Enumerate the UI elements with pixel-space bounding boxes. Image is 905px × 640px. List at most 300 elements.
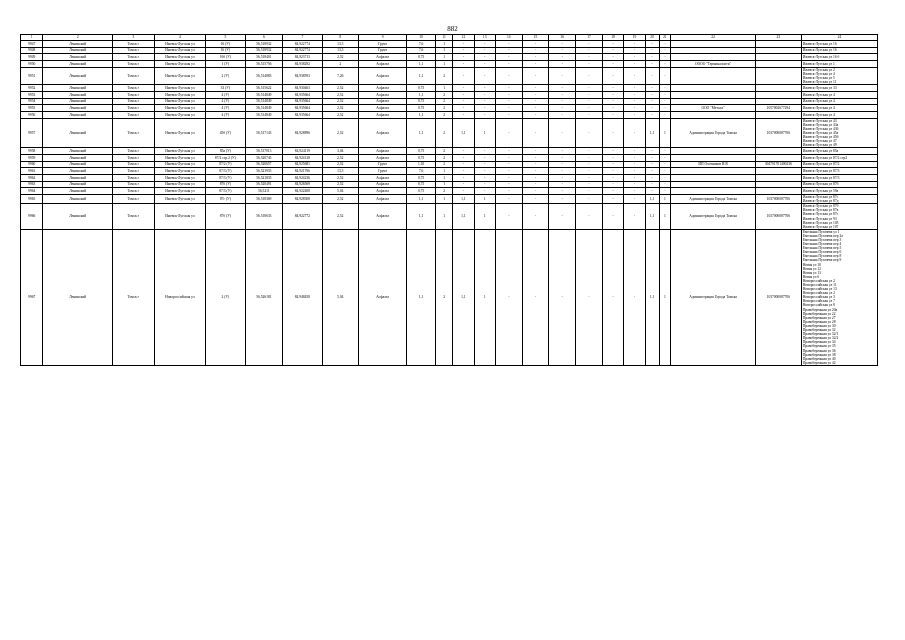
table-cell: 1037000087706 — [755, 229, 801, 365]
table-cell — [755, 67, 801, 84]
address-cell — [801, 61, 877, 68]
table-cell — [755, 61, 801, 68]
table-cell: Ижевск-Лугская ул — [154, 188, 205, 195]
column-header: 14 — [495, 35, 522, 41]
table-cell: Ленинский — [43, 204, 113, 230]
table-cell: - — [659, 47, 671, 54]
table-cell: - — [645, 161, 659, 168]
table-cell: 84,938292 — [283, 61, 323, 68]
address-line: Емельяна Пугачева пер 6 — [802, 250, 842, 255]
table-cell: 0,75 — [407, 98, 436, 105]
table-cell: 1 — [436, 174, 453, 181]
address-line: Правобережная ул 20а — [802, 307, 838, 312]
table-cell: 56,517143 — [245, 118, 282, 148]
table-cell — [755, 111, 801, 118]
column-header: 10 — [407, 35, 436, 41]
address-line: Правобережная ул 35 — [802, 344, 836, 349]
table-cell: - — [522, 229, 549, 365]
table-cell: Асфальт — [359, 154, 407, 161]
table-cell: 87б (У) — [206, 181, 246, 188]
table-cell: - — [549, 67, 576, 84]
table-cell: - — [474, 85, 495, 92]
table-cell: - — [549, 161, 576, 168]
table-cell: 1 — [474, 204, 495, 230]
table-cell: 1,1 — [407, 229, 436, 365]
column-header: 9 — [359, 35, 407, 41]
table-cell: - — [495, 168, 522, 175]
table-cell: - — [645, 174, 659, 181]
table-cell: 56,521935 — [245, 168, 282, 175]
table-cell: 9967 — [21, 229, 43, 365]
table-cell — [671, 154, 756, 161]
table-cell: 4 (У) — [206, 111, 246, 118]
table-cell: Ижевск-Лугская ул — [154, 98, 205, 105]
table-cell: - — [549, 204, 576, 230]
table-cell: - — [549, 148, 576, 155]
table-row — [21, 54, 878, 61]
table-cell: Томск г — [112, 148, 154, 155]
table-row — [21, 67, 878, 84]
table-cell: 56,514849 — [245, 105, 282, 112]
address-line: Ижевск-Лугская ул 16 — [802, 48, 837, 53]
address-line: Ижевск-Лугская ул 93 — [802, 216, 837, 221]
table-cell: - — [453, 105, 474, 112]
table-cell: - — [602, 188, 623, 195]
address-line: Ижевск-Лугская ул 4 — [802, 99, 835, 104]
table-cell: 84,948458 — [283, 229, 323, 365]
table-cell: Асфальт — [359, 174, 407, 181]
table-cell: Администрация Города Томска — [671, 229, 756, 365]
table-cell: - — [474, 168, 495, 175]
table-cell: - — [549, 41, 576, 48]
table-cell: - — [659, 188, 671, 195]
table-cell: - — [495, 85, 522, 92]
table-cell: - — [549, 188, 576, 195]
address-line: Правобережная ул 22 — [802, 311, 836, 316]
table-cell: - — [602, 181, 623, 188]
table-cell: - — [602, 204, 623, 230]
table-cell: - — [602, 61, 623, 68]
table-cell: - — [549, 98, 576, 105]
table-cell: - — [474, 148, 495, 155]
table-cell: - — [576, 47, 603, 54]
table-cell: - — [645, 67, 659, 84]
address-line: Ижевск-Лугская ул 87д — [802, 199, 839, 204]
address-line: Ижевск-Лугская ул 16 б — [802, 55, 840, 60]
column-header: 22 — [671, 35, 756, 41]
table-cell: 87г (У) — [206, 195, 246, 204]
address-cell — [801, 67, 877, 84]
table-cell: 84,921766 — [283, 168, 323, 175]
table-cell: 1 — [474, 195, 495, 204]
table-cell: 1 — [436, 195, 453, 204]
table-cell: 56,515756 — [245, 61, 282, 68]
table-cell: - — [549, 85, 576, 92]
address-line: Ижевск-Лугская ул 87г — [802, 212, 839, 217]
table-cell: - — [453, 85, 474, 92]
table-cell: - — [576, 174, 603, 181]
table-cell: 2 — [436, 98, 453, 105]
table-cell: 1,1 — [407, 195, 436, 204]
table-cell: Асфальт — [359, 67, 407, 84]
address-cell — [801, 111, 877, 118]
table-cell: - — [522, 47, 549, 54]
address-line: Ижевск-Лугская ул 4 — [802, 105, 835, 110]
table-cell: Ижевск-Лугская ул — [154, 105, 205, 112]
table-cell: 2 — [436, 67, 453, 84]
table-cell: Томск г — [112, 54, 154, 61]
table-cell: 56,514883 — [245, 67, 282, 84]
table-cell: 2,52 — [322, 105, 358, 112]
table-cell: 84,935664 — [283, 98, 323, 105]
table-cell: 1,1 — [645, 229, 659, 365]
table-cell: Томск г — [112, 181, 154, 188]
table-cell: Ленинский — [43, 161, 113, 168]
table-cell: - — [659, 41, 671, 48]
table-cell: 84,938593 — [283, 67, 323, 84]
table-cell: 1 — [659, 204, 671, 230]
table-cell: 9954 — [21, 98, 43, 105]
table-cell: - — [602, 98, 623, 105]
table-cell: 2 (У) — [206, 229, 246, 365]
address-line: Правобережная ул 34 — [802, 340, 836, 345]
table-cell: Томск г — [112, 41, 154, 48]
table-cell: Ижевск-Лугская ул — [154, 161, 205, 168]
table-cell: 1,10 — [407, 161, 436, 168]
table-cell: Ленинский — [43, 91, 113, 98]
table-cell: - — [624, 168, 645, 175]
table-cell: - — [474, 98, 495, 105]
table-cell: - — [659, 111, 671, 118]
table-cell: - — [576, 41, 603, 48]
table-cell: Томск г — [112, 154, 154, 161]
table-cell: 5,04 — [322, 229, 358, 365]
table-cell: Томск г — [112, 91, 154, 98]
address-cell — [801, 154, 877, 161]
table-cell: Асфальт — [359, 105, 407, 112]
table-cell: 87/3 (У) — [206, 174, 246, 181]
table-row — [21, 118, 878, 148]
table-cell: - — [549, 61, 576, 68]
table-cell: Ленинский — [43, 154, 113, 161]
address-line: Новороссийская ул 8 — [802, 303, 835, 308]
address-line: Ижевск-Лугская ул 85а — [802, 149, 839, 154]
table-cell: - — [624, 85, 645, 92]
table-cell: Томск г — [112, 67, 154, 84]
table-cell: - — [453, 181, 474, 188]
table-cell: - — [495, 111, 522, 118]
table-cell — [671, 41, 756, 48]
table-cell: 1,1 — [453, 195, 474, 204]
table-cell: - — [549, 54, 576, 61]
table-cell: - — [602, 174, 623, 181]
address-line: Емельяна Пугачева пер 2а — [802, 233, 843, 238]
table-cell: - — [474, 54, 495, 61]
table-cell: - — [624, 148, 645, 155]
table-cell: - — [549, 181, 576, 188]
table-cell: - — [522, 41, 549, 48]
table-cell — [671, 174, 756, 181]
table-cell: 1 — [436, 204, 453, 230]
column-header: 1 — [21, 35, 43, 41]
table-cell: - — [495, 181, 522, 188]
column-header: 12 — [453, 35, 474, 41]
table-cell: 84,935664 — [283, 91, 323, 98]
table-cell: - — [602, 67, 623, 84]
table-cell: - — [453, 54, 474, 61]
table-cell: - — [659, 174, 671, 181]
table-cell: Томск г — [112, 98, 154, 105]
address-line: Ижевск-Лугская ул 43б — [802, 126, 839, 131]
table-cell: Ленинский — [43, 195, 113, 204]
address-line: Ижевск-Лугская ул 105 — [802, 220, 839, 225]
table-cell: Асфальт — [359, 111, 407, 118]
table-cell: - — [576, 118, 603, 148]
table-cell: - — [576, 54, 603, 61]
table-cell: 1,1 — [453, 118, 474, 148]
table-cell: - — [624, 105, 645, 112]
table-cell: - — [576, 181, 603, 188]
table-cell: - — [453, 91, 474, 98]
table-cell: - — [522, 54, 549, 61]
table-cell: Ленинский — [43, 41, 113, 48]
table-cell: 2 — [436, 91, 453, 98]
table-cell: - — [522, 61, 549, 68]
address-line: Емельяна Пугачева пер 4 — [802, 242, 842, 247]
table-cell: Ленинский — [43, 148, 113, 155]
table-cell: Асфальт — [359, 91, 407, 98]
table-cell: 33 (У) — [206, 85, 246, 92]
table-cell: 1,1 — [645, 118, 659, 148]
table-cell: - — [495, 204, 522, 230]
table-cell: Новороссийская ул — [154, 229, 205, 365]
table-cell: 0,75 — [407, 154, 436, 161]
table-cell: - — [659, 54, 671, 61]
table-cell — [671, 54, 756, 61]
address-line: Новая ул 10 — [802, 262, 821, 267]
table-cell: Ленинский — [43, 188, 113, 195]
table-cell: 13,5 — [322, 47, 358, 54]
address-line: Ижевск-Лугская ул 33 — [802, 85, 837, 90]
table-cell: 84,935664 — [283, 111, 323, 118]
table-cell: 2 — [436, 105, 453, 112]
table-cell: Асфальт — [359, 61, 407, 68]
table-cell: - — [474, 67, 495, 84]
table-cell: Ижевск-Лугская ул — [154, 168, 205, 175]
table-cell — [755, 98, 801, 105]
address-line: Ижевск-Лугская ул 87в — [802, 208, 839, 213]
address-cell — [801, 204, 877, 230]
table-cell: Асфальт — [359, 181, 407, 188]
table-row — [21, 195, 878, 204]
table-cell: - — [453, 188, 474, 195]
table-row — [21, 41, 878, 48]
table-cell: 87/3 (У) — [206, 168, 246, 175]
table-cell: - — [576, 105, 603, 112]
table-cell: - — [602, 47, 623, 54]
table-cell: - — [495, 61, 522, 68]
table-cell: 84,928896 — [283, 118, 323, 148]
table-cell: Ленинский — [43, 54, 113, 61]
table-cell: 56,5211 — [245, 188, 282, 195]
column-header: 23 — [755, 35, 801, 41]
table-cell: 84,925681 — [283, 161, 323, 168]
table-cell: - — [495, 47, 522, 54]
table-cell: 56,518401 — [245, 54, 282, 61]
table-cell: Ленинский — [43, 98, 113, 105]
table-cell: - — [602, 54, 623, 61]
table-cell: - — [659, 61, 671, 68]
column-header: 7 — [283, 35, 323, 41]
table-cell: - — [495, 195, 522, 204]
table-cell: Грунт — [359, 47, 407, 54]
table-cell — [671, 47, 756, 54]
table-cell: 1 — [436, 54, 453, 61]
table-cell: - — [624, 54, 645, 61]
table-cell: - — [495, 91, 522, 98]
table-cell: 1 — [436, 47, 453, 54]
address-line: Емельяна Пугачева пер 8 — [802, 254, 842, 259]
table-cell: - — [659, 181, 671, 188]
table-cell: 2,52 — [322, 161, 358, 168]
table-cell: - — [659, 148, 671, 155]
table-cell: Ижевск-Лугская ул — [154, 154, 205, 161]
table-cell: 56,520745 — [245, 154, 282, 161]
table-cell: - — [602, 168, 623, 175]
table-cell: - — [549, 91, 576, 98]
address-line: Емельяна Пугачева пер 5 — [802, 246, 842, 251]
table-cell: 1 — [436, 168, 453, 175]
table-cell: 7,6 — [407, 41, 436, 48]
table-cell: 1 (У) — [206, 61, 246, 68]
table-cell: - — [576, 67, 603, 84]
table-cell: 2 — [436, 229, 453, 365]
table-cell: - — [645, 47, 659, 54]
table-cell: 7,26 — [322, 67, 358, 84]
table-cell: - — [576, 161, 603, 168]
table-cell: Администрация Города Томска — [671, 118, 756, 148]
table-cell — [671, 67, 756, 84]
table-cell: Ижевск-Лугская ул — [154, 91, 205, 98]
address-line: Ижевск-Лугская ул 1 — [802, 61, 835, 66]
table-cell: Томск г — [112, 161, 154, 168]
table-cell: - — [602, 105, 623, 112]
table-row — [21, 105, 878, 112]
table-cell: 0,75 — [407, 54, 436, 61]
table-cell: Томск г — [112, 188, 154, 195]
table-cell: 2,52 — [322, 98, 358, 105]
table-row — [21, 91, 878, 98]
table-cell: - — [576, 188, 603, 195]
address-cell — [801, 195, 877, 204]
table-cell: 56,526181 — [245, 229, 282, 365]
table-cell: - — [549, 174, 576, 181]
table-cell: Ижевск-Лугская ул — [154, 111, 205, 118]
table-cell: Ижевск-Лугская ул — [154, 41, 205, 48]
table-cell: - — [659, 168, 671, 175]
address-line: Новая ул 6 — [802, 274, 820, 279]
table-cell: 16 (У) — [206, 47, 246, 54]
table-row — [21, 161, 878, 168]
table-cell: 84,924119 — [283, 148, 323, 155]
address-line: Правобережная ул 32/1 — [802, 332, 839, 337]
table-cell: - — [522, 148, 549, 155]
table-row — [21, 85, 878, 92]
table-cell: Ленинский — [43, 118, 113, 148]
table-cell: 1 — [474, 118, 495, 148]
table-cell: 1,1 — [407, 91, 436, 98]
table-cell: Администрация Города Томска — [671, 195, 756, 204]
table-cell: - — [474, 61, 495, 68]
table-cell: - — [576, 229, 603, 365]
table-cell: 9961 — [21, 168, 43, 175]
address-line: Новороссийская ул 3 — [802, 295, 835, 300]
column-header: 6 — [245, 35, 282, 41]
table-cell — [755, 154, 801, 161]
table-cell: Томск г — [112, 105, 154, 112]
table-cell: - — [645, 168, 659, 175]
table-row — [21, 229, 878, 365]
table-cell: - — [474, 188, 495, 195]
table-cell: - — [549, 118, 576, 148]
table-cell: Томск г — [112, 47, 154, 54]
table-cell: - — [645, 188, 659, 195]
table-cell: 2,52 — [322, 154, 358, 161]
table-cell: 2 (У) — [206, 67, 246, 84]
address-line: Ижевск-Лугская ул 11 — [802, 80, 837, 85]
address-cell — [801, 98, 877, 105]
table-cell: Администрация Города Томска — [671, 204, 756, 230]
table-cell: - — [624, 174, 645, 181]
table-cell: Асфальт — [359, 195, 407, 204]
table-row — [21, 174, 878, 181]
table-cell: Ижевск-Лугская ул — [154, 181, 205, 188]
table-cell: 84,923713 — [283, 54, 323, 61]
table-cell: - — [453, 67, 474, 84]
table-cell: 13,5 — [322, 41, 358, 48]
table-cell: 2,52 — [322, 195, 358, 204]
table-cell: 1 — [659, 195, 671, 204]
table-cell: 1 — [436, 181, 453, 188]
address-line: Ижевск-Лугская ул 43а — [802, 122, 839, 127]
table-cell: - — [624, 61, 645, 68]
table-cell: - — [495, 41, 522, 48]
table-cell: - — [624, 98, 645, 105]
table-cell: 0,75 — [407, 174, 436, 181]
table-cell: 2 — [436, 148, 453, 155]
table-cell: 3,04 — [322, 148, 358, 155]
table-cell: 84,924128 — [283, 154, 323, 161]
table-cell: - — [495, 148, 522, 155]
address-cell — [801, 161, 877, 168]
table-row — [21, 188, 878, 195]
table-cell: - — [602, 161, 623, 168]
table-cell: Асфальт — [359, 54, 407, 61]
table-cell: Асфальт — [359, 204, 407, 230]
table-cell — [755, 181, 801, 188]
table-cell: - — [645, 54, 659, 61]
table-cell: - — [602, 111, 623, 118]
address-line: Ижевск-Лугская ул 4 — [802, 112, 835, 117]
table-cell: - — [453, 61, 474, 68]
table-cell: - — [522, 188, 549, 195]
address-line: Ижевск-Лугская ул 5 — [802, 75, 835, 80]
address-cell — [801, 168, 877, 175]
table-cell: - — [624, 154, 645, 161]
table-cell: - — [624, 91, 645, 98]
table-cell: - — [645, 148, 659, 155]
table-cell: 56,514849 — [245, 111, 282, 118]
